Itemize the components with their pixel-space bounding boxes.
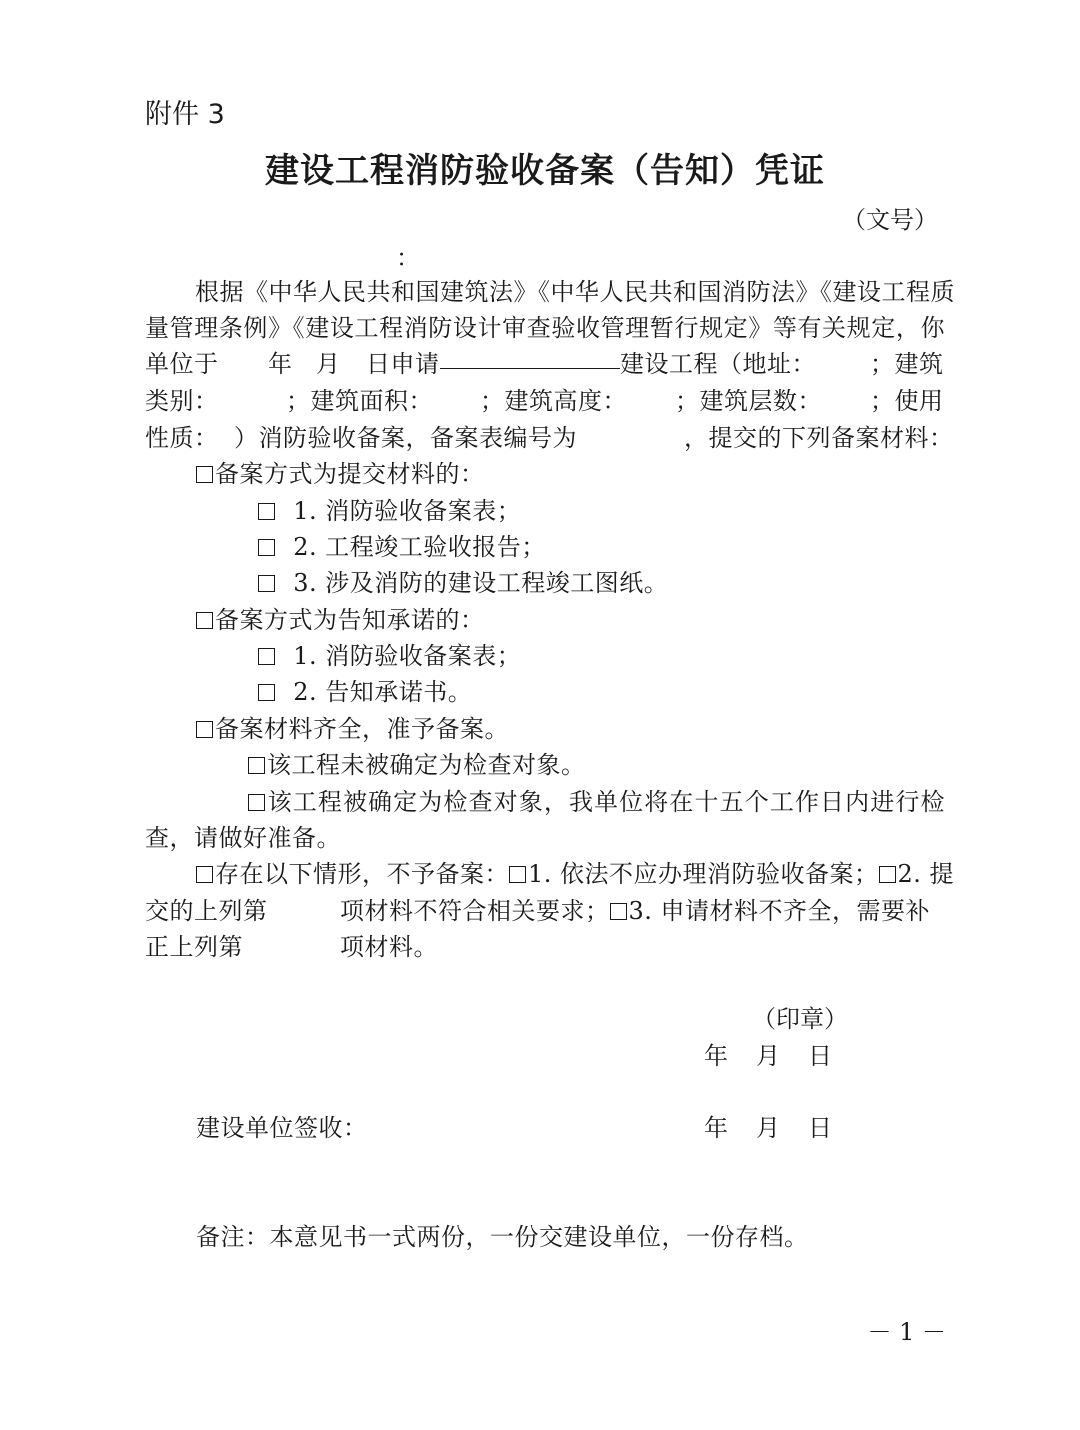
submitted-text: ，提交的下列备案材料： bbox=[684, 424, 954, 452]
option-selected bbox=[248, 782, 945, 817]
option-submit-materials bbox=[196, 454, 485, 489]
item-label: 2. 工程竣工验收报告； bbox=[293, 533, 546, 561]
attachment-label: 附件 3 bbox=[145, 99, 225, 130]
checkbox[interactable] bbox=[248, 794, 265, 811]
option-label: 该工程被确定为检查对象，我单位将在十五个工作日内进行检 bbox=[267, 788, 945, 816]
seal-year: 年 bbox=[704, 1042, 729, 1070]
seal-month: 月 bbox=[756, 1042, 781, 1070]
reject-line2-b bbox=[340, 891, 930, 926]
option-a-item-2 bbox=[258, 527, 546, 562]
reject-line3-b: 项材料。 bbox=[340, 933, 438, 961]
checkbox[interactable] bbox=[610, 903, 627, 920]
area-text: ；建筑面积： bbox=[286, 387, 433, 415]
option-label: 3. 申请材料不齐全，需要补 bbox=[628, 897, 931, 925]
year-text: 年 bbox=[268, 350, 293, 378]
day-apply-text: 日申请 bbox=[366, 350, 440, 378]
option-reject bbox=[196, 854, 954, 889]
option-complete bbox=[196, 709, 509, 744]
option-label: 备案方式为告知承诺的： bbox=[215, 606, 485, 634]
receipt-label: 建设单位签收： bbox=[196, 1114, 368, 1142]
month-text: 月 bbox=[316, 350, 341, 378]
option-label: 项材料不符合相关要求； bbox=[340, 897, 610, 925]
checkbox[interactable] bbox=[258, 575, 275, 592]
checkbox[interactable] bbox=[509, 866, 526, 883]
receipt-year: 年 bbox=[704, 1114, 729, 1142]
item-label: 1. 消防验收备案表； bbox=[293, 497, 522, 525]
checkbox[interactable] bbox=[258, 503, 275, 520]
project-address-text: 建设工程（地址： bbox=[620, 350, 816, 378]
body-line-1: 根据《中华人民共和国建筑法》《中华人民共和国消防法》《建设工程质 bbox=[195, 278, 955, 306]
reject-line2-a: 交的上列第 bbox=[145, 897, 268, 925]
filing-text: ）消防验收备案，备案表编号为 bbox=[234, 424, 577, 452]
reject-line3-a: 正上列第 bbox=[145, 933, 243, 961]
seal-label: （印章） bbox=[752, 1005, 848, 1033]
floors-text: ；建筑层数： bbox=[675, 387, 822, 415]
option-not-selected bbox=[248, 745, 586, 780]
document-number: （文号） bbox=[842, 206, 938, 234]
checkbox[interactable] bbox=[196, 612, 213, 629]
option-label: 备案材料齐全，准予备案。 bbox=[215, 715, 509, 743]
option-label: 2. 提 bbox=[897, 860, 955, 888]
option-a-item-3 bbox=[258, 563, 668, 598]
height-text: ；建筑高度： bbox=[480, 387, 627, 415]
category-text: 类别： bbox=[145, 387, 219, 415]
checkbox[interactable] bbox=[196, 466, 213, 483]
option-label: 存在以下情形，不予备案： bbox=[215, 860, 509, 888]
document-title: 建设工程消防验收备案（告知）凭证 bbox=[265, 151, 825, 191]
option-b-item-2 bbox=[258, 672, 472, 707]
selected-line-2: 查，请做好准备。 bbox=[145, 824, 341, 852]
checkbox[interactable] bbox=[258, 539, 275, 556]
checkbox[interactable] bbox=[879, 866, 896, 883]
project-name-blank bbox=[440, 346, 620, 371]
page-number: － 1 － bbox=[867, 1318, 946, 1346]
item-label: 2. 告知承诺书。 bbox=[293, 678, 473, 706]
nature-text: 性质： bbox=[145, 424, 219, 452]
option-label: 备案方式为提交材料的： bbox=[215, 460, 485, 488]
item-label: 3. 涉及消防的建设工程竣工图纸。 bbox=[293, 569, 669, 597]
remark-note: 备注：本意见书一式两份，一份交建设单位，一份存档。 bbox=[196, 1223, 809, 1251]
receipt-day: 日 bbox=[808, 1114, 833, 1142]
checkbox[interactable] bbox=[248, 757, 265, 774]
unit-text: 单位于 bbox=[145, 350, 219, 378]
checkbox[interactable] bbox=[258, 648, 275, 665]
option-a-item-1 bbox=[258, 491, 521, 526]
checkbox[interactable] bbox=[258, 684, 275, 701]
option-b-item-1 bbox=[258, 636, 521, 671]
seal-day: 日 bbox=[808, 1042, 833, 1070]
option-label: 1. 依法不应办理消防验收备案； bbox=[528, 860, 879, 888]
checkbox[interactable] bbox=[196, 866, 213, 883]
item-label: 1. 消防验收备案表； bbox=[293, 642, 522, 670]
body-line-2: 量管理条例》《建设工程消防设计审查验收管理暂行规定》等有关规定，你 bbox=[145, 314, 945, 342]
semi-building-text: ；建筑 bbox=[870, 350, 944, 378]
use-text: ；使用 bbox=[870, 387, 944, 415]
option-label: 该工程未被确定为检查对象。 bbox=[267, 751, 586, 779]
addressee-colon: ： bbox=[396, 244, 420, 272]
option-notify-commit bbox=[196, 600, 485, 635]
receipt-month: 月 bbox=[756, 1114, 781, 1142]
checkbox[interactable] bbox=[196, 721, 213, 738]
